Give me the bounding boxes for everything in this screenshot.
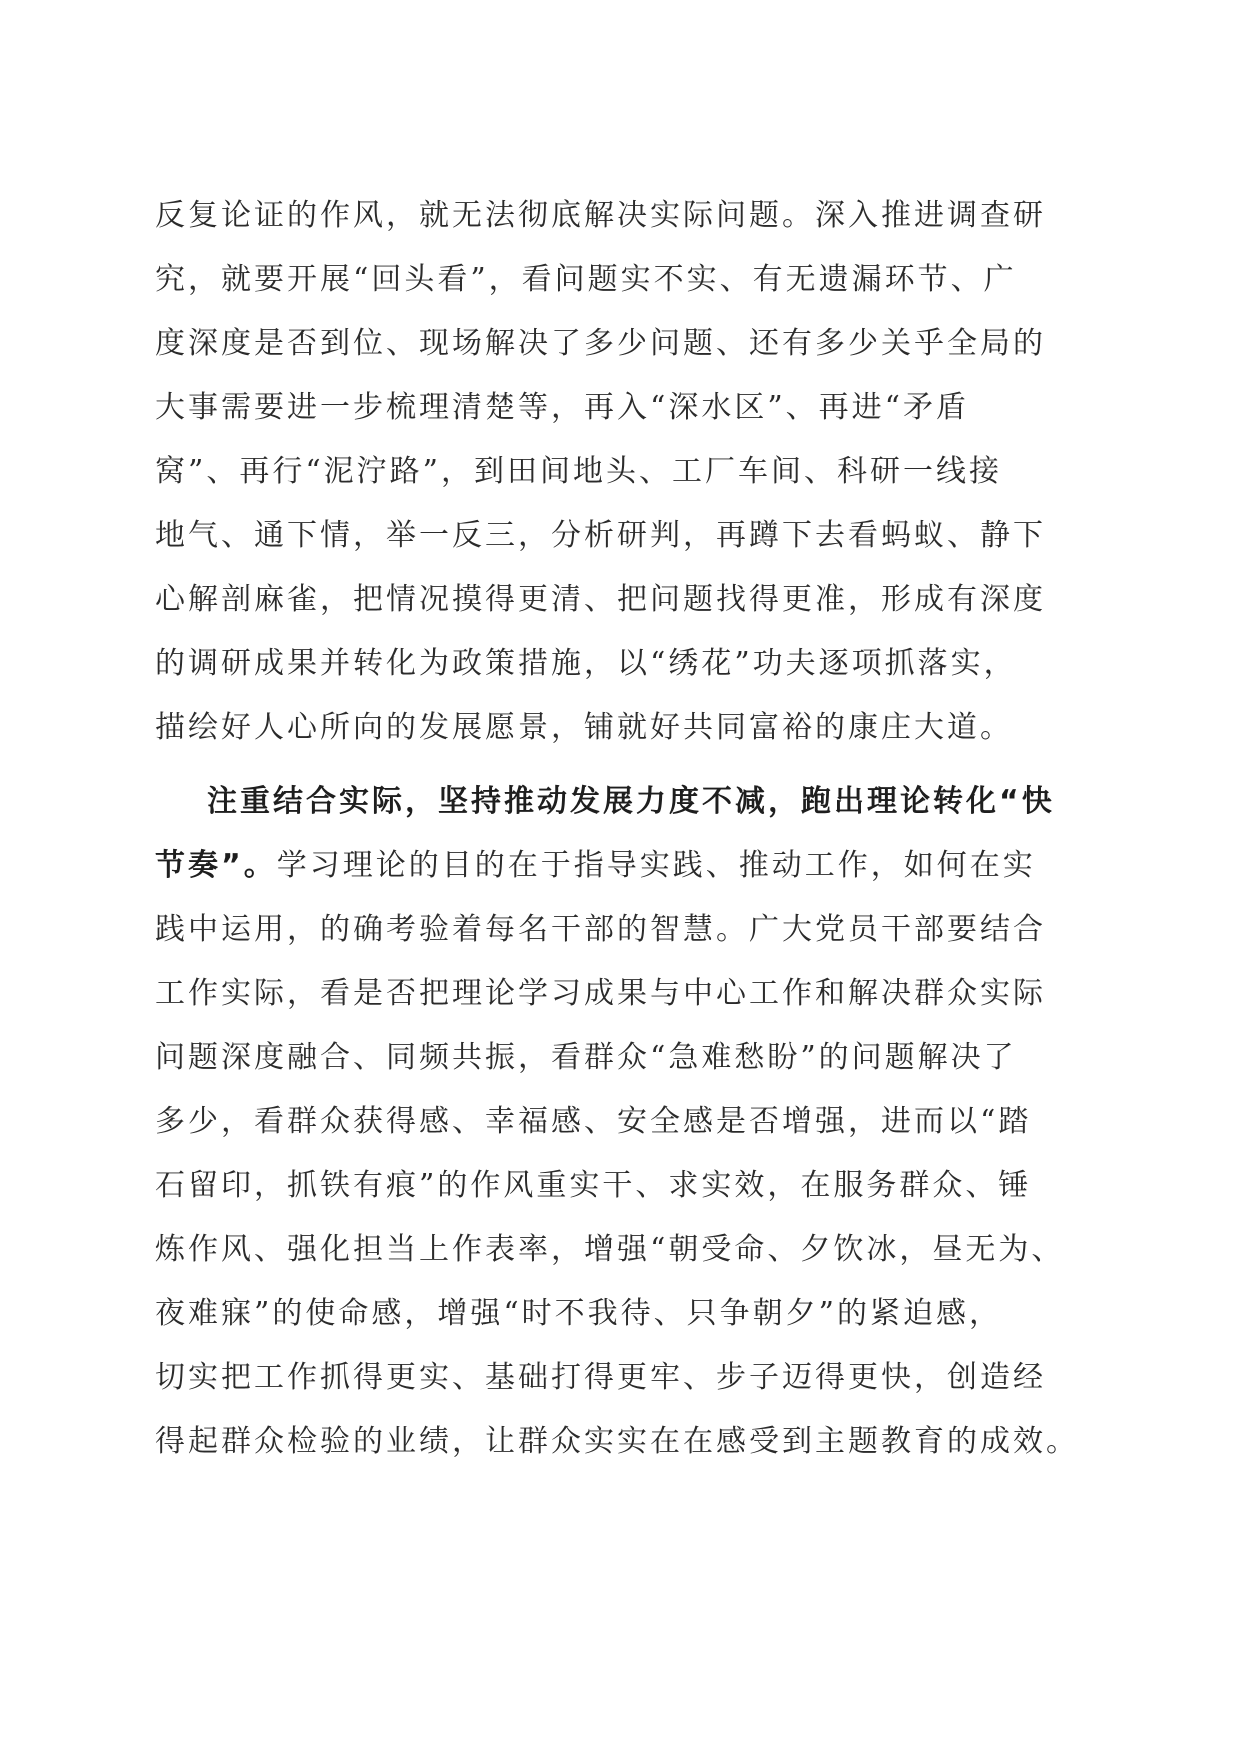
paragraph-line: 大事需要进一步梳理清楚等，再入“深水区”、再进“矛盾 (155, 390, 970, 425)
paragraph-line: 践中运用，的确考验着每名干部的智慧。广大党员干部要结合 (155, 912, 1046, 947)
paragraph-line: 得起群众检验的业绩，让群众实实在在感受到主题教育的成效。 (155, 1424, 1079, 1459)
paragraph-line: 工作实际，看是否把理论学习成果与中心工作和解决群众实际 (155, 976, 1046, 1011)
paragraph-line: 描绘好人心所向的发展愿景，铺就好共同富裕的康庄大道。 (155, 710, 1013, 745)
paragraph-line: 切实把工作抓得更实、基础打得更牢、步子迈得更快，创造经 (155, 1360, 1046, 1395)
paragraph-line: 究，就要开展“回头看”，看问题实不实、有无遗漏环节、广 (155, 262, 1017, 297)
paragraph-gap (155, 760, 1090, 770)
paragraph-line: 问题深度融合、同频共振，看群众“急难愁盼”的问题解决了 (155, 1040, 1017, 1075)
document-body (155, 184, 1090, 1474)
paragraph-line: 夜难寐”的使命感，增强“时不我待、只争朝夕”的紧迫感， (155, 1296, 1003, 1331)
paragraph-line: 石留印，抓铁有痕”的作风重实干、求实效，在服务群众、锤 (155, 1168, 1032, 1203)
paragraph-line: 心解剖麻雀，把情况摸得更清、把问题找得更准，形成有深度 (155, 582, 1046, 617)
paragraph-heading-end: 节奏”。 (155, 848, 277, 883)
paragraph-line: 地气、通下情，举一反三，分析研判，再蹲下去看蚂蚁、静下 (155, 518, 1046, 553)
paragraph-line: 多少，看群众获得感、幸福感、安全感是否增强，进而以“踏 (155, 1104, 1032, 1139)
paragraph-line: 窝”、再行“泥泞路”，到田间地头、工厂车间、科研一线接 (155, 454, 1003, 489)
paragraph-heading: 注重结合实际，坚持推动发展力度不减，跑出理论转化“快 (207, 784, 1055, 819)
paragraph-line: 反复论证的作风，就无法彻底解决实际问题。深入推进调查研 (155, 198, 1046, 233)
paragraph-line (155, 834, 1090, 898)
paragraph-line: 的调研成果并转化为政策措施，以“绣花”功夫逐项抓落实， (155, 646, 1017, 681)
paragraph-2 (155, 770, 1090, 1474)
paragraph-line: 炼作风、强化担当上作表率，增强“朝受命、夕饮冰，昼无为、 (155, 1232, 1065, 1267)
paragraph-line-text: 学习理论的目的在于指导实践、推动工作，如何在实 (276, 848, 1036, 883)
paragraph-line: 度深度是否到位、现场解决了多少问题、还有多少关乎全局的 (155, 326, 1046, 361)
paragraph-1 (155, 184, 1090, 760)
